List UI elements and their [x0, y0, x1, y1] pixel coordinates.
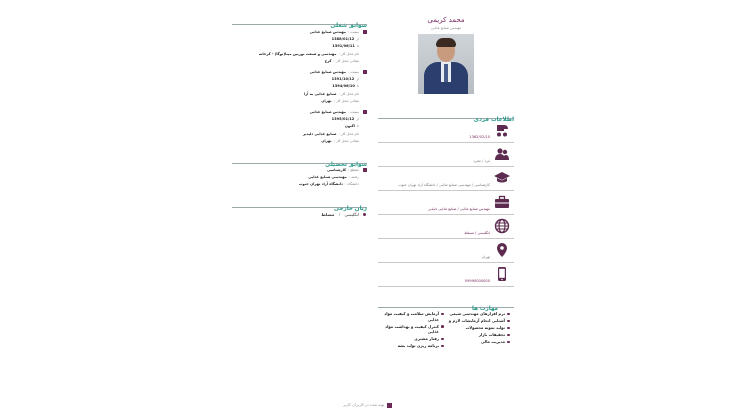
education-heading: سوابق تحصیلی	[325, 162, 367, 169]
education-header	[232, 151, 367, 169]
skills-list	[378, 308, 514, 350]
profile-title: مهندس صنایع غذایی	[430, 26, 462, 30]
skill-item: تحقیقات بازار	[448, 332, 510, 338]
phone-row	[378, 263, 514, 287]
language-value: انگلیسی / مسلط	[464, 231, 490, 235]
marital-row	[378, 143, 514, 167]
footer-text: تهیه شده در کاربران کاربر	[343, 402, 385, 407]
job-bullet-icon	[363, 70, 367, 74]
education-value: کارشناسی / مهندسی صنایع غذایی / دانشگاه آزاد تهران جنوب	[398, 183, 490, 187]
city-row	[378, 239, 514, 263]
skill-item: آزمایش سلامت و کیفیت مواد غذایی	[382, 311, 444, 322]
globe-icon	[494, 218, 510, 234]
skill-item: رفتار مشتری	[382, 336, 444, 342]
footer	[343, 402, 392, 408]
skill-item: کنترل کیفیت و بهداشت مواد غذایی	[382, 324, 444, 335]
job-value: مهندس صنایع غذایی / صنایع غذایی دلپذیر	[428, 207, 490, 211]
language-level: مسلط	[321, 211, 335, 217]
briefcase-icon	[494, 194, 510, 210]
education-bullet-icon	[363, 168, 367, 172]
skill-item: برنامه ریزی تولید بشه	[382, 343, 444, 349]
language-row	[378, 215, 514, 239]
education-row	[378, 167, 514, 191]
birth-date-value: 1362/02/10	[469, 135, 490, 139]
job-bullet-icon	[363, 30, 367, 34]
resume-page	[232, 8, 514, 404]
marital-value: مرد / مجرد	[473, 159, 490, 163]
city-value: تهران	[481, 255, 490, 259]
skill-item: مدیریت مالی	[448, 339, 510, 345]
graduation-cap-icon	[494, 170, 510, 186]
mobile-phone-icon	[494, 266, 510, 282]
personal-info-header	[378, 106, 514, 123]
skills-column-1	[448, 311, 514, 350]
work-heading: سوابق شغلی	[330, 23, 367, 29]
job-entry: سمت :مهندس صنایع غذایی از1388/01/12 تا1391/06/11 نام محل کار :مهندسی و صنعت توربین مپنا(توگا) - کرخانه نشانی محل کار :کرج	[232, 29, 367, 65]
phone-value: 09990000000	[464, 279, 490, 283]
stroller-icon	[494, 122, 510, 138]
skill-item: تولید نمونه محصولات	[448, 325, 510, 331]
people-icon	[494, 146, 510, 162]
job-entry: سمت :مهندس صنایع غذایی از1395/01/12 تااکنون نام محل کار :صنایع غذایی دلپذیر نشانی محل کار :تهران	[232, 109, 367, 145]
profile-photo	[418, 34, 474, 94]
right-column	[378, 8, 514, 350]
footer-logo-icon	[387, 403, 392, 408]
left-column	[232, 12, 367, 217]
skills-header	[378, 295, 514, 312]
job-entry: سمت :مهندس صنایع غذایی از1391/10/12 تا1394/06/10 نام محل کار :صنایع غذایی به آرا نشانی محل کار :تهران	[232, 69, 367, 105]
skill-item: نرم افزارهای مهندسی شیمی	[448, 311, 510, 317]
language-separator: /	[338, 211, 341, 217]
language-entry	[232, 212, 367, 217]
location-pin-icon	[494, 242, 510, 258]
job-row	[378, 191, 514, 215]
job-bullet-icon	[363, 110, 367, 114]
skills-heading: مهارت ها	[471, 306, 498, 312]
birth-date-row	[378, 119, 514, 143]
skills-column-2	[382, 311, 448, 350]
languages-header	[232, 195, 367, 212]
profile-name: محمد کریمی	[427, 16, 465, 24]
language-name: انگلیسی	[344, 211, 359, 217]
languages-heading: زبان خارجی	[333, 205, 367, 212]
work-header	[232, 12, 367, 29]
skill-item: آشنایی انجام آزمایشات لازم و	[448, 318, 510, 324]
education-entry: مقطع :کارشناسی رشته :مهندسی صنایع غذایی دانشگاه :دانشگاه آزاد تهران جنوب	[232, 167, 367, 189]
personal-info-heading: اطلاعات فردی	[473, 117, 514, 123]
